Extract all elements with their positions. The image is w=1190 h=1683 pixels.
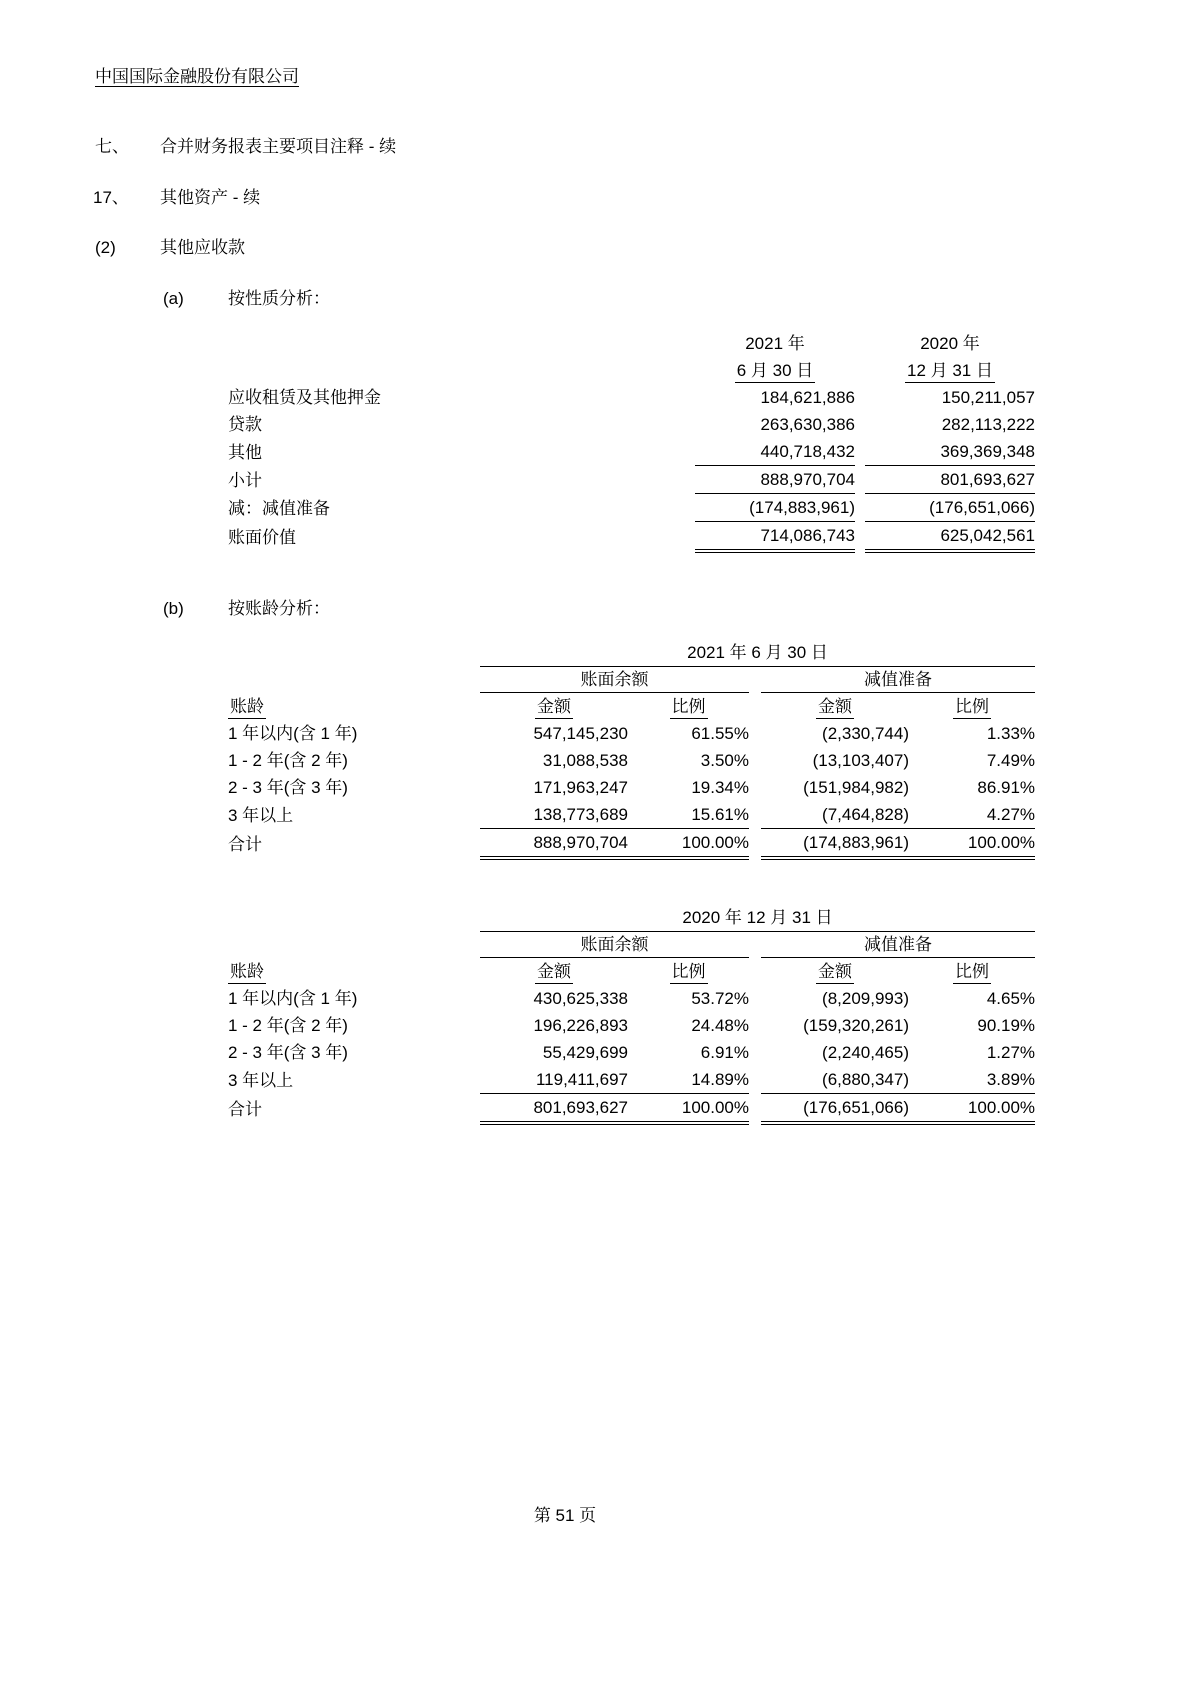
header-year-row xyxy=(228,330,1035,357)
aging-table-2021 xyxy=(228,640,1035,860)
impairment-amount: (7,464,828) xyxy=(761,801,909,829)
impairment-ratio: 1.33% xyxy=(986,724,1036,743)
col-amount: 金额 xyxy=(816,961,854,984)
group-header-row xyxy=(228,667,1035,693)
impairment-amount: (6,880,347) xyxy=(761,1066,909,1094)
impairment-ratio: 1.27% xyxy=(986,1043,1036,1062)
table-aging-2021 xyxy=(228,640,1035,860)
balance-ratio: 61.55% xyxy=(691,724,749,743)
impairment-ratio: 3.89% xyxy=(909,1066,1035,1094)
table-row xyxy=(228,384,1035,411)
value-2021: (174,883,961) xyxy=(695,494,855,522)
table-row xyxy=(228,438,1035,466)
row-label: 账面价值 xyxy=(228,528,296,547)
age-label: 3 年以上 xyxy=(228,1070,294,1090)
aging-table-2020 xyxy=(228,905,1035,1125)
company-name: 中国国际金融股份有限公司 xyxy=(95,67,299,86)
balance-ratio-total: 100.00% xyxy=(628,1094,749,1124)
table-row xyxy=(228,774,1035,801)
item-title: 其他资产 - 续 xyxy=(160,188,261,207)
subitem-number: (2) xyxy=(95,238,116,257)
impairment-amount: (13,103,407) xyxy=(812,751,909,770)
table-by-nature xyxy=(228,330,1035,553)
table-row xyxy=(228,1012,1035,1039)
balance-ratio: 14.89% xyxy=(628,1066,749,1094)
balance-amount: 171,963,247 xyxy=(533,778,628,797)
impairment-amount-total: (176,651,066) xyxy=(761,1094,909,1124)
col-header-2021-date: 6 月 30 日 xyxy=(735,360,816,383)
balance-amount: 547,145,230 xyxy=(533,724,628,743)
value-2021: 888,970,704 xyxy=(695,466,855,494)
col-age: 账龄 xyxy=(228,961,266,984)
balance-amount: 138,773,689 xyxy=(480,801,628,829)
table-title: 2021 年 6 月 30 日 xyxy=(480,640,1035,667)
impairment-amount: (151,984,982) xyxy=(803,778,909,797)
analysis-b-title: 按账龄分析： xyxy=(228,599,330,618)
page-number: 第 51 页 xyxy=(533,1506,597,1525)
value-2021: 263,630,386 xyxy=(760,415,855,434)
row-label: 其他 xyxy=(228,442,262,462)
title-row xyxy=(228,905,1035,932)
balance-ratio: 3.50% xyxy=(700,751,749,770)
balance-amount: 119,411,697 xyxy=(480,1066,628,1094)
carrying-value-row xyxy=(228,522,1035,552)
col-header-2020-date: 12 月 31 日 xyxy=(905,360,995,383)
impairment-amount-total: (174,883,961) xyxy=(761,829,909,859)
table-row xyxy=(228,801,1035,829)
value-2021: 184,621,886 xyxy=(760,388,855,407)
total-label: 合计 xyxy=(228,1100,262,1119)
impairment-ratio: 4.27% xyxy=(909,801,1035,829)
analysis-b-number: (b) xyxy=(163,599,184,618)
balance-ratio: 24.48% xyxy=(691,1016,749,1035)
title-row xyxy=(228,640,1035,667)
balance-ratio: 15.61% xyxy=(628,801,749,829)
table-row xyxy=(228,1039,1035,1066)
impairment-ratio: 4.65% xyxy=(986,989,1036,1008)
table-row xyxy=(228,411,1035,438)
value-2021: 714,086,743 xyxy=(695,522,855,552)
balance-amount-total: 888,970,704 xyxy=(480,829,628,859)
age-label: 1 - 2 年(含 2 年) xyxy=(228,1016,348,1035)
age-label: 2 - 3 年(含 3 年) xyxy=(228,1043,348,1062)
subitem-title: 其他应收款 xyxy=(160,238,245,257)
impairment-ratio: 86.91% xyxy=(977,778,1036,797)
analysis-a-number: (a) xyxy=(163,289,184,308)
col-amount: 金额 xyxy=(816,696,854,719)
impairment-amount: (8,209,993) xyxy=(822,989,909,1008)
group-balance: 账面余额 xyxy=(480,667,749,693)
row-label: 贷款 xyxy=(228,415,262,434)
table-row xyxy=(228,720,1035,747)
value-2020: 282,113,222 xyxy=(941,415,1035,434)
impairment-ratio: 7.49% xyxy=(986,751,1036,770)
table-title: 2020 年 12 月 31 日 xyxy=(480,905,1035,932)
age-label: 3 年以上 xyxy=(228,805,294,825)
balance-ratio: 19.34% xyxy=(691,778,749,797)
balance-ratio: 53.72% xyxy=(691,989,749,1008)
row-label: 应收租赁及其他押金 xyxy=(228,388,381,407)
section-title: 合并财务报表主要项目注释 - 续 xyxy=(160,137,397,156)
balance-ratio: 6.91% xyxy=(700,1043,749,1062)
impairment-ratio: 90.19% xyxy=(977,1016,1036,1035)
col-header-2021-year: 2021 年 xyxy=(745,334,805,353)
balance-amount: 55,429,699 xyxy=(542,1043,628,1062)
age-label: 1 年以内(含 1 年) xyxy=(228,724,358,743)
col-amount: 金额 xyxy=(535,696,573,719)
group-header-row xyxy=(228,932,1035,958)
col-ratio: 比例 xyxy=(670,696,708,719)
table-aging-2020 xyxy=(228,905,1035,1125)
value-2021: 440,718,432 xyxy=(695,438,855,466)
table-row xyxy=(228,747,1035,774)
value-2020: (176,651,066) xyxy=(865,494,1035,522)
column-header-row xyxy=(228,693,1035,721)
table-row xyxy=(228,1066,1035,1094)
value-2020: 625,042,561 xyxy=(865,522,1035,552)
col-amount: 金额 xyxy=(535,961,573,984)
impairment-ratio-total: 100.00% xyxy=(909,1094,1035,1124)
value-2020: 801,693,627 xyxy=(865,466,1035,494)
age-label: 1 年以内(含 1 年) xyxy=(228,989,358,1008)
subtotal-row xyxy=(228,466,1035,494)
header-date-row xyxy=(228,357,1035,384)
group-impairment: 减值准备 xyxy=(761,667,1035,693)
impairment-row xyxy=(228,494,1035,522)
table-row xyxy=(228,985,1035,1012)
total-label: 合计 xyxy=(228,835,262,854)
analysis-a-title: 按性质分析： xyxy=(228,289,330,308)
col-age: 账龄 xyxy=(228,696,266,719)
value-2020: 369,369,348 xyxy=(865,438,1035,466)
col-header-2020-year: 2020 年 xyxy=(920,334,980,353)
impairment-amount: (159,320,261) xyxy=(803,1016,909,1035)
total-row xyxy=(228,829,1035,859)
group-impairment: 减值准备 xyxy=(761,932,1035,958)
balance-amount: 430,625,338 xyxy=(533,989,628,1008)
value-2020: 150,211,057 xyxy=(941,388,1035,407)
impairment-ratio-total: 100.00% xyxy=(909,829,1035,859)
group-balance: 账面余额 xyxy=(480,932,749,958)
balance-amount: 196,226,893 xyxy=(533,1016,628,1035)
row-label: 减：减值准备 xyxy=(228,498,330,518)
col-ratio: 比例 xyxy=(670,961,708,984)
nature-table xyxy=(228,330,1035,553)
section-number: 七、 xyxy=(95,137,129,156)
impairment-amount: (2,240,465) xyxy=(822,1043,909,1062)
balance-amount-total: 801,693,627 xyxy=(480,1094,628,1124)
row-label: 小计 xyxy=(228,470,262,490)
balance-amount: 31,088,538 xyxy=(542,751,628,770)
balance-ratio-total: 100.00% xyxy=(628,829,749,859)
col-ratio: 比例 xyxy=(953,696,991,719)
total-row xyxy=(228,1094,1035,1124)
age-label: 1 - 2 年(含 2 年) xyxy=(228,751,348,770)
column-header-row xyxy=(228,958,1035,986)
age-label: 2 - 3 年(含 3 年) xyxy=(228,778,348,797)
item-number: 17、 xyxy=(93,188,129,207)
impairment-amount: (2,330,744) xyxy=(822,724,909,743)
col-ratio: 比例 xyxy=(953,961,991,984)
